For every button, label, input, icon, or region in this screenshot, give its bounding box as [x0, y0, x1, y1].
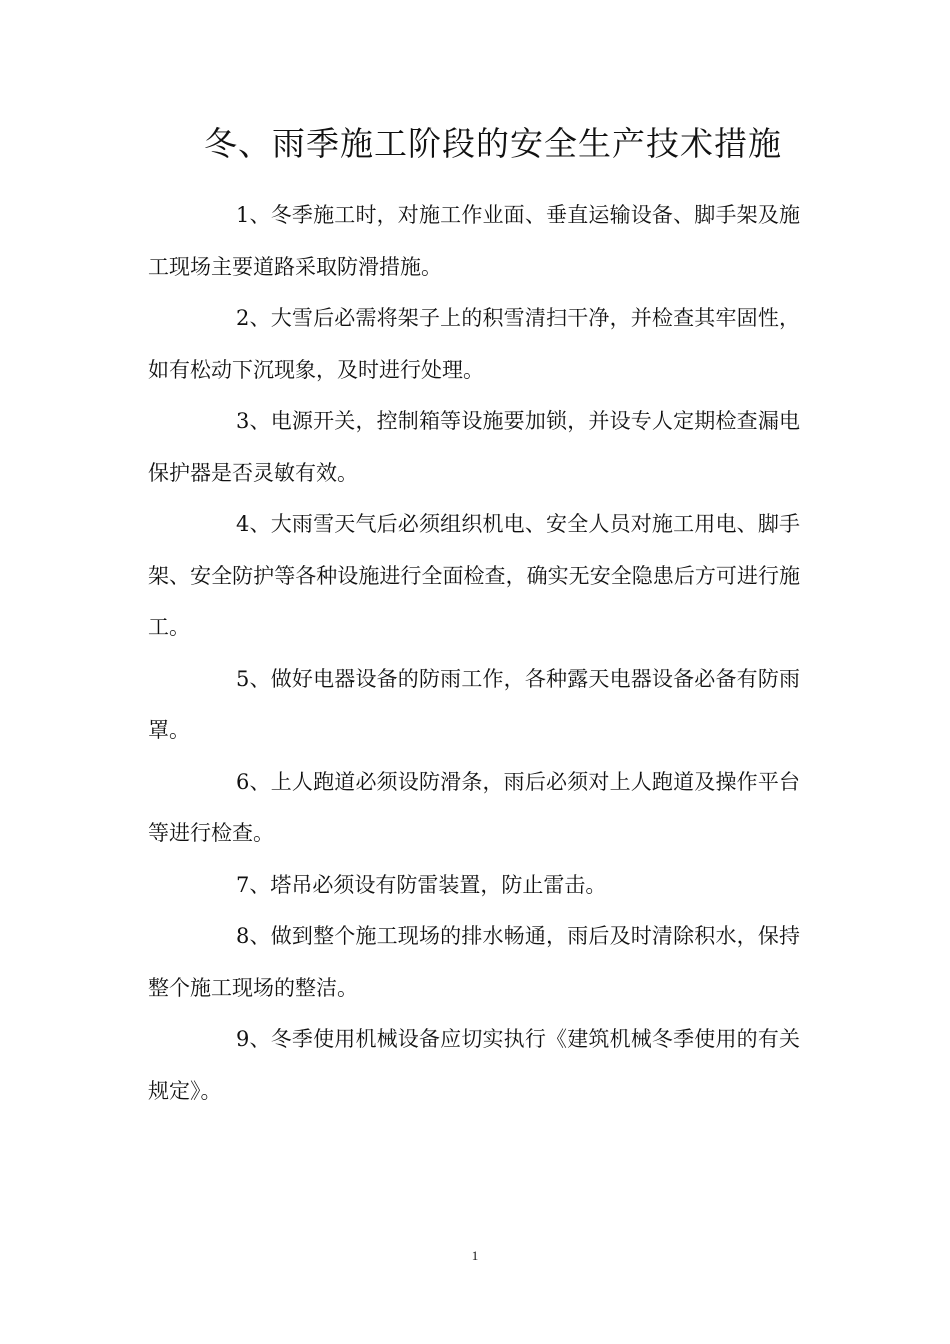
paragraph-number: 6 — [236, 769, 250, 794]
paragraph-number: 4 — [236, 512, 250, 536]
paragraph-text: 、塔吊必须设有防雷装置，防止雷击。 — [249, 872, 607, 897]
paragraph-text: 、上人跑道必须设防滑条，雨后必须对上人跑道及操作平台等进行检查。 — [148, 769, 800, 845]
paragraph-text: 、做好电器设备的防雨工作，各种露天电器设备必备有防雨罩。 — [148, 666, 800, 742]
paragraph-number: 3 — [236, 409, 250, 433]
paragraph-6 — [148, 757, 800, 860]
paragraph-8 — [148, 911, 800, 1014]
paragraph-7 — [148, 860, 800, 912]
paragraph-text: 、冬季使用机械设备应切实执行《建筑机械冬季使用的有关规定》。 — [148, 1027, 800, 1103]
page-number: 1 — [471, 1248, 479, 1263]
paragraph-number: 8 — [236, 924, 250, 948]
paragraph-text: 、大雪后必需将架子上的积雪清扫干净，并检查其牢固性，如有松动下沉现象，及时进行处理。 — [148, 306, 800, 382]
paragraph-number: 7 — [236, 872, 250, 897]
paragraph-number: 9 — [236, 1027, 250, 1051]
paragraph-4 — [148, 499, 800, 654]
paragraph-number: 2 — [236, 306, 250, 330]
document-body — [148, 190, 800, 1117]
paragraph-9 — [148, 1014, 800, 1117]
document-title: 冬、雨季施工阶段的安全生产技术措施 — [204, 124, 782, 163]
paragraph-text: 、冬季施工时，对施工作业面、垂直运输设备、脚手架及施工现场主要道路采取防滑措施。 — [148, 203, 800, 279]
paragraph-2 — [148, 293, 800, 396]
paragraph-3 — [148, 396, 800, 499]
paragraph-number: 1 — [236, 203, 250, 227]
paragraph-text: 、大雨雪天气后必须组织机电、安全人员对施工用电、脚手架、安全防护等各种设施进行全面检查，确实无安全隐患后方可进行施工。 — [148, 512, 800, 639]
paragraph-5 — [148, 654, 800, 757]
paragraph-1 — [148, 190, 800, 293]
paragraph-number: 5 — [236, 666, 250, 691]
paragraph-text: 、做到整个施工现场的排水畅通，雨后及时清除积水，保持整个施工现场的整洁。 — [148, 924, 800, 1000]
paragraph-text: 、电源开关，控制箱等设施要加锁，并设专人定期检查漏电保护器是否灵敏有效。 — [148, 409, 800, 485]
